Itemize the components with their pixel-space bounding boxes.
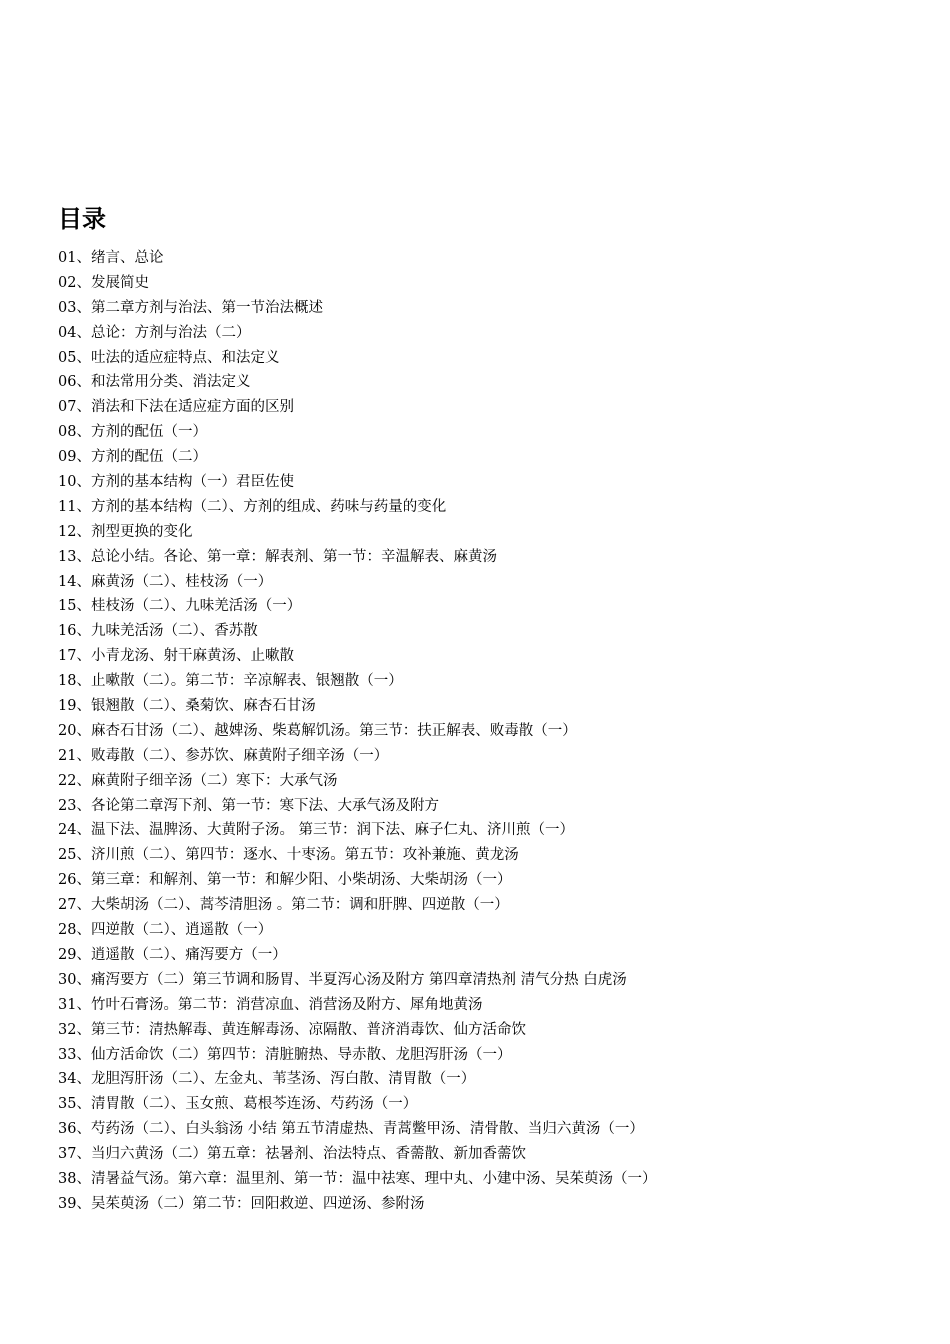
toc-entry: 20、麻杏石甘汤（二）、越婢汤、柴葛解饥汤。第三节：扶正解表、败毒散（一） [58,722,577,739]
toc-entry: 32、第三节：清热解毒、黄连解毒汤、凉隔散、普济消毒饮、仙方活命饮 [58,1021,526,1038]
toc-entry: 04、总论：方剂与治法（二） [58,324,251,341]
toc-entry: 36、芍药汤（二）、白头翁汤 小结 第五节清虚热、青蒿鳖甲汤、清骨散、当归六黄汤（一） [58,1121,644,1138]
toc-entry: 05、吐法的适应症特点、和法定义 [58,349,280,366]
toc-entry: 11、方剂的基本结构（二）、方剂的组成、药味与药量的变化 [58,498,447,515]
toc-entry: 13、总论小结。各论、第一章：解表剂、第一节：辛温解表、麻黄汤 [58,548,497,565]
toc-entry: 33、仙方活命饮（二）第四节：清脏腑热、导赤散、龙胆泻肝汤（一） [58,1046,512,1063]
toc-entry: 27、大柴胡汤（二）、蒿芩清胆汤 。第二节：调和肝脾、四逆散（一） [58,897,509,914]
toc-entry: 16、九味羌活汤（二）、香苏散 [58,623,258,640]
toc-entry: 29、逍遥散（二）、痛泻要方（一） [58,946,287,963]
toc-entry: 22、麻黄附子细辛汤（二）寒下：大承气汤 [58,772,338,789]
toc-entry: 01、绪言、总论 [58,250,164,266]
toc-entry: 12、剂型更换的变化 [58,523,193,540]
toc-entry: 06、和法常用分类、消法定义 [58,374,251,391]
toc-entry: 08、方剂的配伍（一） [58,424,207,441]
toc-entry: 02、发展简史 [58,274,149,291]
toc-entry: 34、龙胆泻肝汤（二）、左金丸、苇茎汤、泻白散、清胃散（一） [58,1071,476,1088]
toc-entry: 39、吴茱萸汤（二）第二节：回阳救逆、四逆汤、参附汤 [58,1195,425,1212]
toc-entry: 10、方剂的基本结构（一）君臣佐使 [58,474,294,491]
toc-entry: 23、各论第二章泻下剂、第一节：寒下法、大承气汤及附方 [58,797,439,814]
toc-entry: 38、清暑益气汤。第六章：温里剂、第一节：温中祛寒、理中丸、小建中汤、吴茱萸汤（一） [58,1170,657,1187]
toc-entry: 21、败毒散（二）、参苏饮、麻黄附子细辛汤（一） [58,747,389,764]
toc-entry: 07、消法和下法在适应症方面的区别 [58,399,294,416]
toc-entry: 37、当归六黄汤（二）第五章：祛暑剂、治法特点、香薷散、新加香薷饮 [58,1146,526,1163]
toc-entry: 15、桂枝汤（二）、九味羌活汤（一） [58,598,302,615]
toc-entry: 19、银翘散（二）、桑菊饮、麻杏石甘汤 [58,698,316,715]
toc-entry: 26、第三章：和解剂、第一节：和解少阳、小柴胡汤、大柴胡汤（一） [58,872,512,889]
toc-entry: 09、方剂的配伍（二） [58,449,207,466]
toc-entry: 24、温下法、温脾汤、大黄附子汤。 第三节：润下法、麻子仁丸、济川煎（一） [58,822,575,839]
toc-entry: 25、济川煎（二）、第四节：逐水、十枣汤。第五节：攻补兼施、黄龙汤 [58,847,519,864]
toc-entry: 14、麻黄汤（二）、桂枝汤（一） [58,573,273,590]
toc-list [58,246,918,1217]
toc-entry: 28、四逆散（二）、逍遥散（一） [58,922,273,939]
toc-entry: 17、小青龙汤、射干麻黄汤、止嗽散 [58,648,294,665]
toc-entry: 31、竹叶石膏汤。第二节：消营凉血、消营汤及附方、犀角地黄汤 [58,996,483,1013]
toc-entry: 03、第二章方剂与治法、第一节治法概述 [58,299,323,316]
toc-entry: 18、止嗽散（二）。第二节：辛凉解表、银翘散（一） [58,673,403,690]
toc-entry: 35、清胃散（二）、玉女煎、葛根芩连汤、芍药汤（一） [58,1096,418,1113]
toc-entry: 30、痛泻要方（二）第三节调和肠胃、半夏泻心汤及附方 第四章清热剂 清气分热 白虎汤 [58,971,627,988]
toc-title: 目录 [58,205,106,233]
